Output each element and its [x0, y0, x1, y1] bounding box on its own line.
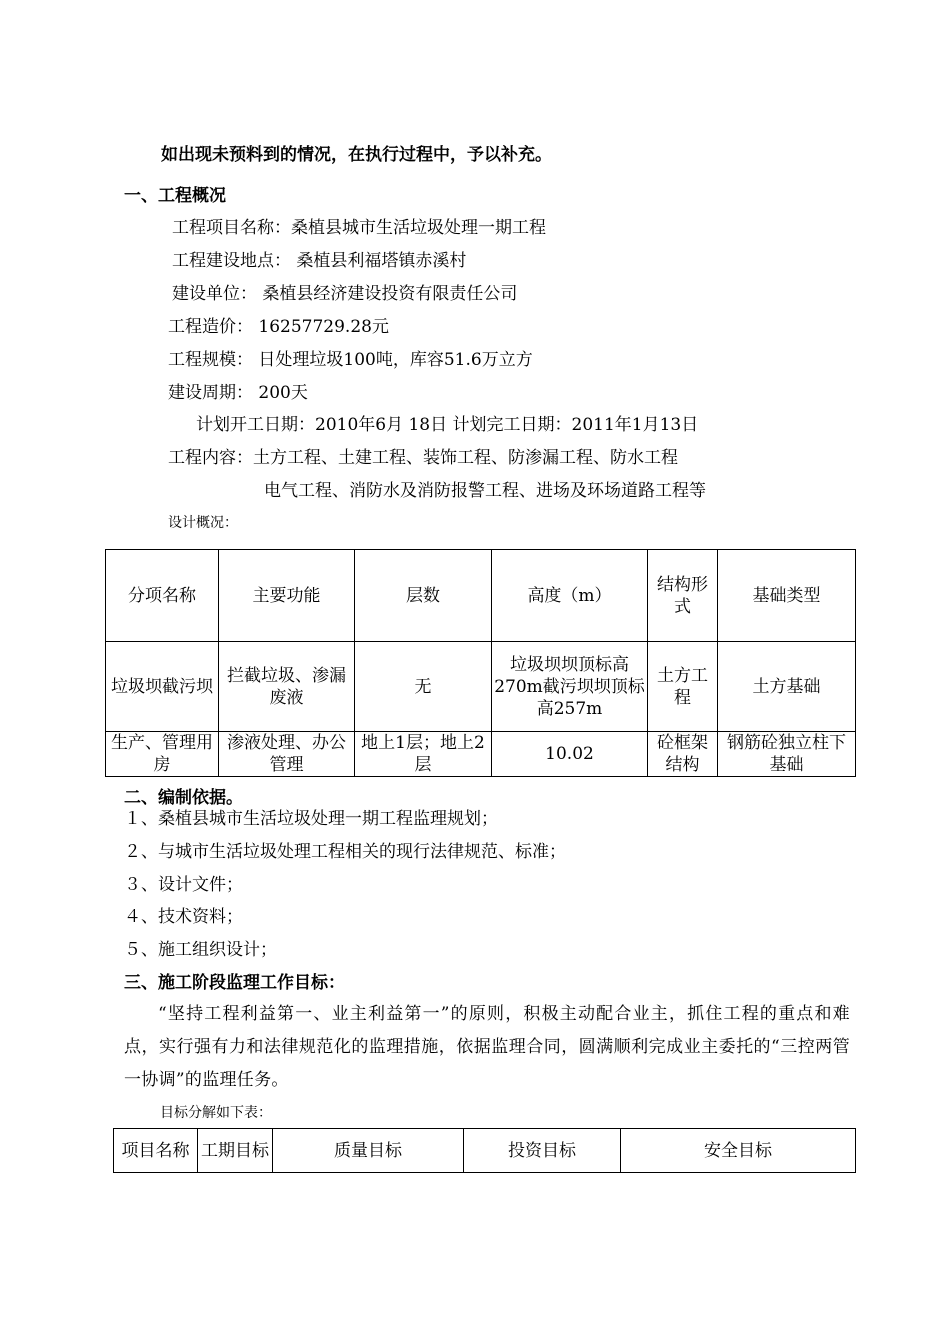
- table-header-cell: 层数: [355, 550, 492, 642]
- project-dates: 计划开工日期：2010年6月 18日 计划完工日期：2011年1月13日: [196, 415, 699, 435]
- table-header-row: [114, 1129, 856, 1173]
- table-cell: 钢筋砼独立柱下基础: [718, 732, 856, 777]
- basis-item: ２、与城市生活垃圾处理工程相关的现行法律规范、标准；: [124, 842, 566, 862]
- table-header-cell: 主要功能: [219, 550, 355, 642]
- project-content-line1: 工程内容：土方工程、土建工程、装饰工程、防渗漏工程、防水工程: [168, 448, 678, 468]
- table-cell: 10.02: [492, 732, 648, 777]
- basis-item: ３、设计文件；: [124, 875, 243, 895]
- table-cell: 渗液处理、办公管理: [219, 732, 355, 777]
- table-cell: 地上1层；地上2层: [355, 732, 492, 777]
- section3-heading: 三、施工阶段监理工作目标：: [124, 973, 345, 993]
- table-header-cell: 投资目标: [464, 1129, 621, 1173]
- table-cell: 砼框架结构: [648, 732, 718, 777]
- table-cell: 垃圾坝坝顶标高270m截污坝坝顶标高257m: [492, 642, 648, 732]
- project-location: 工程建设地点： 桑植县利福塔镇赤溪村: [172, 251, 467, 271]
- basis-item: ５、施工组织设计；: [124, 940, 277, 960]
- project-name: 工程项目名称：桑植县城市生活垃圾处理一期工程: [172, 218, 546, 238]
- table-header-cell: 工期目标: [198, 1129, 273, 1173]
- design-overview-label: 设计概况：: [168, 515, 238, 531]
- table-row: [106, 642, 856, 732]
- table-header-cell: 质量目标: [273, 1129, 464, 1173]
- objective-paragraph: “坚持工程利益第一、业主利益第一”的原则，积极主动配合业主，抓住工程的重点和难点，实行强有力和法律规范化的监理措施，依据监理合同，圆满顺利完成业主委托的“三控两管一协调”的监理任务。: [124, 1004, 850, 1090]
- target-table: [113, 1128, 856, 1173]
- intro-text: 如出现未预料到的情况，在执行过程中，予以补充。: [161, 145, 552, 165]
- table-header-cell: 项目名称: [114, 1129, 198, 1173]
- table-header-cell: 安全目标: [621, 1129, 856, 1173]
- basis-item: １、桑植县城市生活垃圾处理一期工程监理规划；: [124, 809, 498, 829]
- project-cost: 工程造价： 16257729.28元: [168, 317, 389, 337]
- table-cell: 拦截垃圾、渗漏废液: [219, 642, 355, 732]
- table-header-row: [106, 550, 856, 642]
- table-cell: 生产、管理用房: [106, 732, 219, 777]
- table-cell: 土方基础: [718, 642, 856, 732]
- table-header-cell: 基础类型: [718, 550, 856, 642]
- table-cell: 垃圾坝截污坝: [106, 642, 219, 732]
- project-owner: 建设单位： 桑植县经济建设投资有限责任公司: [172, 284, 518, 304]
- table-cell: 土方工程: [648, 642, 718, 732]
- target-table-label: 目标分解如下表：: [160, 1105, 272, 1121]
- project-scale: 工程规模： 日处理垃圾100吨，库容51.6万立方: [168, 350, 533, 370]
- table-header-cell: 分项名称: [106, 550, 219, 642]
- table-row: [106, 732, 856, 777]
- basis-item: ４、技术资料；: [124, 907, 243, 927]
- project-period: 建设周期： 200天: [168, 383, 308, 403]
- table-header-cell: 结构形式: [648, 550, 718, 642]
- table-cell: 无: [355, 642, 492, 732]
- project-content-line2: 电气工程、消防水及消防报警工程、进场及环场道路工程等: [264, 481, 706, 501]
- section1-heading: 一、工程概况: [124, 186, 226, 206]
- table-header-cell: 高度（m）: [492, 550, 648, 642]
- section2-heading: 二、编制依据。: [124, 788, 243, 808]
- design-overview-table: [105, 549, 856, 777]
